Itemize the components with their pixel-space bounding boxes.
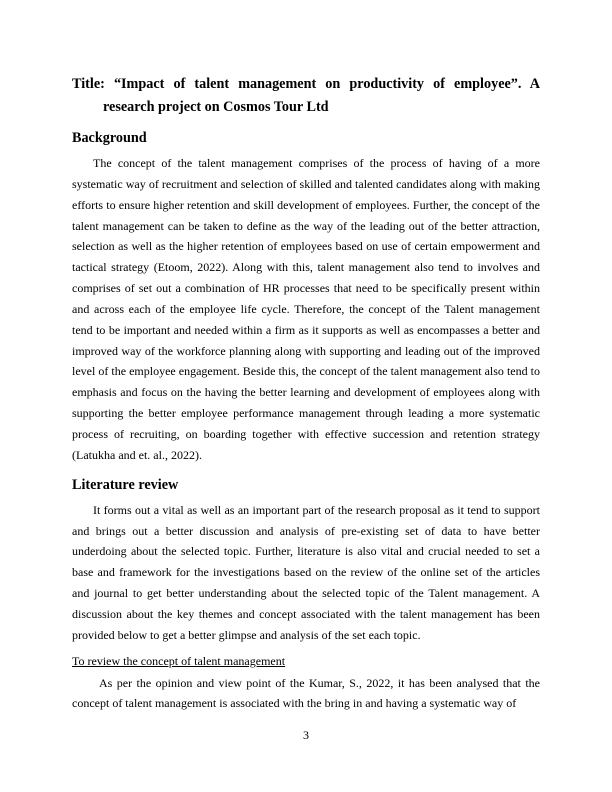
background-paragraph: The concept of the talent management comprises of the process of having of a more systematic way of recruitment and selection of skilled and talented candidates along with making efforts to ensure higher retention and skill development of employees. Further, the concept of the talent management can be taken to define as the way of the leading out of the better attraction, selection as well as the higher retention of employees based on use of certain empowerment and tactical strategy (Etoom, 2022). Along with this, talent management also tend to involves and comprises of set out a combination of HR processes that need to be specifically present within and across each of the employee life cycle. Therefore, the concept of the Talent management tend to be important and needed within a firm as it supports as well as encompasses a better and improved way of the workforce planning along with supporting and leading out of the improved level of the employee engagement. Beside this, the concept of the talent management also tend to emphasis and focus on the having the better learning and development of employees along with supporting the better employee performance management through leading a more systematic process of recruiting, on boarding together with effective succession and retention strategy (Latukha and et. al., 2022). (72, 156, 540, 462)
literature-review-heading: Literature review (72, 476, 179, 493)
concept-review-paragraph: As per the opinion and view point of the Kumar, S., 2022, it has been analysed that the concept of talent management is associated with the bring in and having a systematic way of (72, 675, 540, 711)
page-content (72, 73, 540, 714)
document-title: Title: “Impact of talent management on productivity of employee”. A research project on Cosmos Tour Ltd (72, 76, 540, 115)
literature-review-paragraph: It forms out a vital as well as an important part of the research proposal as it tend to support and brings out a better discussion and analysis of pre-existing set of data to have better underdoing about the selected topic. Further, literature is also vital and crucial needed to set a base and framework for the investigations based on the review of the online set of the articles and journal to get better understanding about the selected topic of the Talent management. A discussion about the key themes and concept associated with the talent management has been provided below to get a better glimpse and analysis of the set each topic. (72, 502, 540, 642)
page-number: 3 (303, 728, 309, 742)
concept-review-subheading: To review the concept of talent management (72, 653, 286, 668)
background-heading: Background (72, 130, 147, 146)
